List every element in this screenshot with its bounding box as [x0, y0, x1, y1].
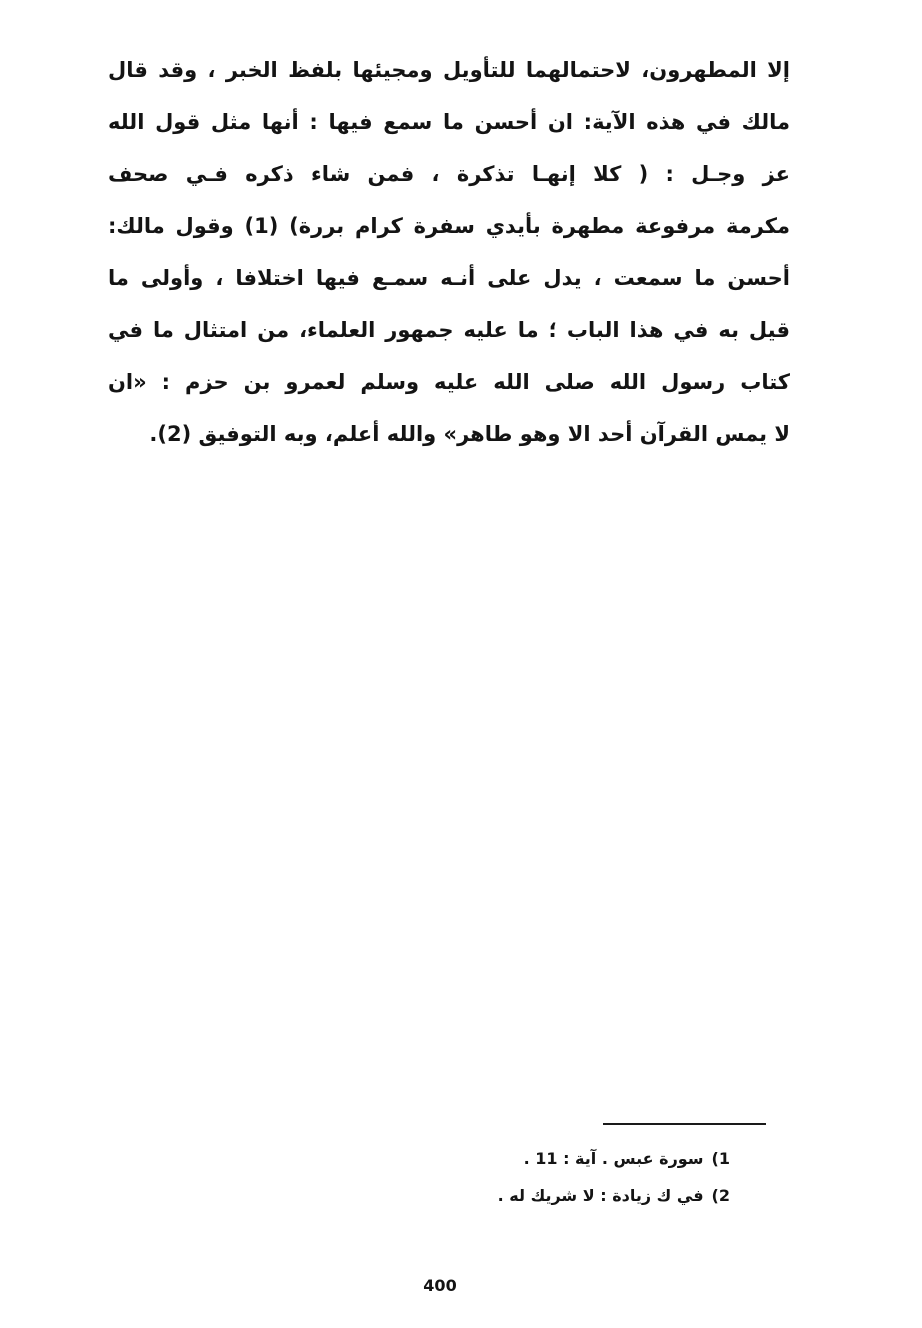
text-line: كتاب رسول الله صلى الله عليه وسلم لعمرو بن حزم : «ان	[108, 370, 790, 394]
footnote-item	[430, 1177, 730, 1214]
footnote-number: 1)	[711, 1149, 730, 1168]
footnote-number: 2)	[711, 1186, 730, 1205]
footnote-divider	[603, 1123, 766, 1125]
footnotes-block	[430, 1140, 730, 1214]
page-number: 400	[423, 1276, 457, 1295]
footnote-text: في ك زيادة : لا شريك له .	[497, 1186, 704, 1205]
main-text-block	[108, 44, 790, 460]
footnote-item	[430, 1140, 730, 1177]
text-line: مالك في هذه الآية: ان أحسن ما سمع فيها : أنها مثل قول الله	[108, 110, 790, 134]
text-line: إلا المطهرون، لاحتمالهما للتأويل ومجيئها بلفظ الخبر ، وقد قال	[108, 58, 790, 82]
text-line: لا يمس القرآن أحد الا وهو طاهر» والله أعلم، وبه التوفيق (2).	[149, 422, 790, 446]
text-line: مكرمة مرفوعة مطهرة بأيدي سفرة كرام بررة) (1) وقول مالك:	[108, 214, 790, 238]
text-line: أحسن ما سمعت ، يدل على أنـه سمـع فيها اختلافا ، وأولى ما	[108, 266, 790, 290]
text-line: عز وجـل : ( كلا إنهـا تذكرة ، فمن شاء ذكره فـي صحف	[108, 162, 790, 186]
text-line: قيل به في هذا الباب ؛ ما عليه جمهور العلماء، من امتثال ما في	[108, 318, 790, 342]
footnote-text: سورة عبس . آية : 11 .	[523, 1149, 704, 1168]
